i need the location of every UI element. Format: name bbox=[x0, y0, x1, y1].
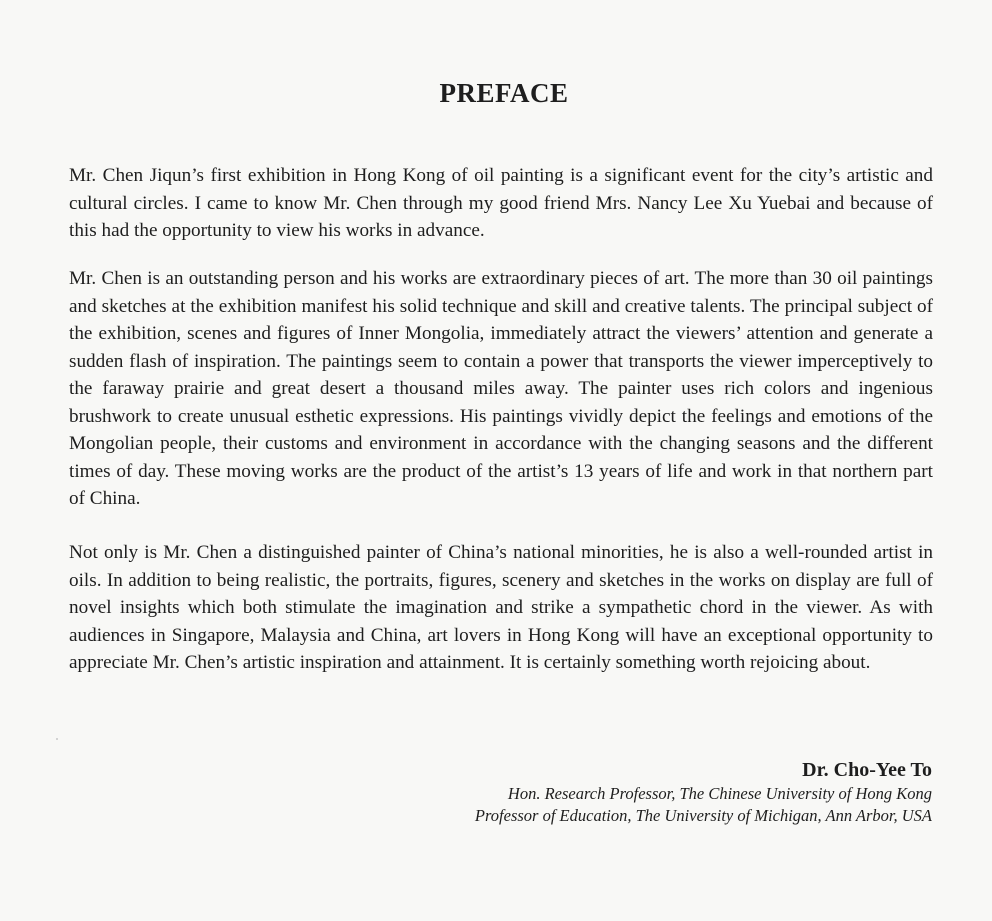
signature-affiliation-1: Hon. Research Professor, The Chinese University of Hong Kong bbox=[507, 784, 932, 803]
signature-block bbox=[475, 757, 932, 827]
paper-speck bbox=[56, 738, 58, 740]
page-title: PREFACE bbox=[439, 78, 569, 108]
paragraph-1: Mr. Chen Jiqun’s first exhibition in Hong Kong of oil painting is a significant event for the city’s artistic and cultural circles. I came to know Mr. Chen through my good friend Mrs. Nancy Lee Xu Yuebai and because of this had the opportunity to view his works in advance. bbox=[69, 165, 933, 241]
paragraph-2: Mr. Chen is an outstanding person and his works are extraordinary pieces of art. The more than 30 oil paintings and sketches at the exhibition manifest his solid technique and skill and creative talents. The principal subject of the exhibition, scenes and figures of Inner Mongolia, immediately attract the viewers’ attention and generate a sudden flash of inspiration. The paintings seem to contain a power that transports the viewer imperceptively to the faraway prairie and great desert a thousand miles away. The painter uses rich colors and ingenious brushwork to create unusual esthetic expressions. His paintings vividly depict the feelings and emotions of the Mongolian people, their customs and environment in accordance with the changing seasons and the different times of day. These moving works are the product of the artist’s 13 years of life and work in that northern part of China. bbox=[69, 268, 933, 509]
signature-name: Dr. Cho-Yee To bbox=[802, 759, 932, 781]
paragraph-3: Not only is Mr. Chen a distinguished painter of China’s national minorities, he is also a well-rounded artist in oils. In addition to being realistic, the portraits, figures, scenery and sketches in the works on display are full of novel insights which both stimulate the imagination and strike a sympathetic chord in the viewer. As with audiences in Singapore, Malaysia and China, art lovers in Hong Kong will have an exceptional opportunity to appreciate Mr. Chen’s artistic inspiration and attainment. It is certainly something worth rejoicing about. bbox=[69, 542, 933, 673]
signature-affiliation-2: Professor of Education, The University of Michigan, Ann Arbor, USA bbox=[474, 806, 932, 825]
